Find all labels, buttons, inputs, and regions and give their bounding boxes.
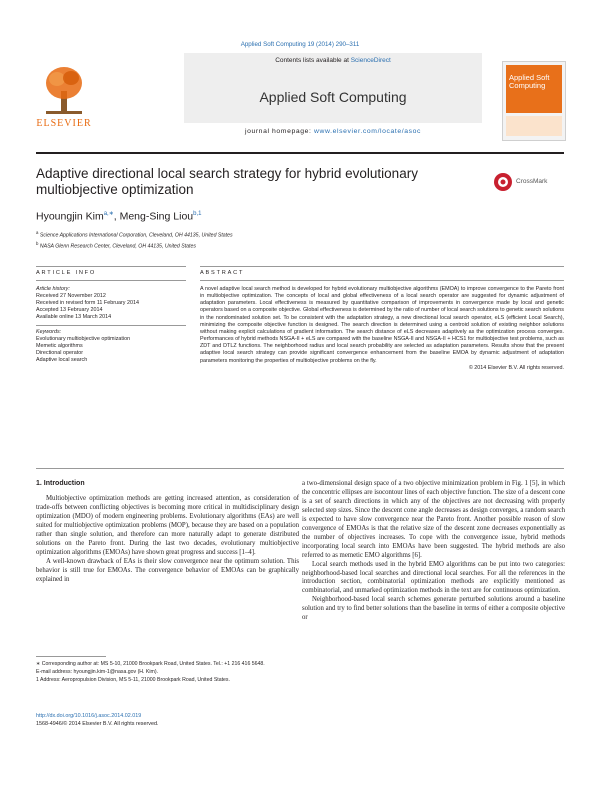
history-item: Received in revised form 11 February 2014 bbox=[36, 300, 139, 307]
article-info-heading: ARTICLE INFO bbox=[36, 270, 97, 276]
abstract-copyright: © 2014 Elsevier B.V. All rights reserved. bbox=[468, 364, 564, 371]
body-paragraph: Multiobjective optimization methods are getting increased attention, as consideration of trade-offs between conflicting objectives is becoming more critical in multidisciplinary design optimization (MDO) of modern engineering problems. Evolutionary algorithms (EAs) are well suited for multiobjective optimization problems (MOP), because they are based on a population rather than single solution, and therefore can more naturally adapt to generate distributed solutions on the Pareto front. During the last two decades, evolutionary multiobjective optimization algorithms (EMOAs) have shown great progress and success [1–4]. bbox=[36, 495, 299, 556]
journal-masthead bbox=[36, 53, 564, 139]
article-info-top-rule bbox=[36, 266, 186, 267]
homepage-label: journal homepage: bbox=[244, 128, 314, 135]
author-name: Hyoungjin Kim bbox=[36, 210, 104, 223]
elsevier-tree-icon bbox=[44, 65, 84, 115]
history-item: Received 27 November 2012 bbox=[36, 293, 106, 300]
body-paragraph: A well-known drawback of EAs is their slow convergence near the optimum solution. This behavior is still true for EMOAs. The convergence behavior of EMOAs can be graphically explained in bbox=[36, 557, 299, 583]
affiliation-item bbox=[36, 240, 233, 251]
keywords-label: Keywords: bbox=[36, 329, 62, 336]
author-marks[interactable]: b,1 bbox=[193, 211, 202, 217]
doi-link[interactable]: http://dx.doi.org/10.1016/j.asoc.2014.02.019 bbox=[36, 713, 142, 719]
contents-line bbox=[184, 57, 482, 64]
crossmark-badge[interactable] bbox=[493, 172, 563, 192]
elsevier-logo bbox=[36, 65, 92, 131]
keyword-item: Directional operator bbox=[36, 350, 84, 357]
crossmark-icon bbox=[493, 172, 513, 192]
doi-block bbox=[36, 712, 158, 728]
contents-prefix: Contents lists available at bbox=[275, 57, 351, 64]
sciencedirect-link[interactable]: ScienceDirect bbox=[350, 57, 391, 64]
cover-title: Applied Soft Computing bbox=[509, 73, 550, 90]
body-column-right bbox=[302, 480, 565, 623]
journal-banner bbox=[184, 53, 482, 123]
elsevier-wordmark: ELSEVIER bbox=[36, 118, 92, 129]
body-paragraph: a two-dimensional design space of a two objective minimization problem in Fig. 1 [5], in which the concentric ellipses are isocontour lines of each objective function. The size of a descent cone is a set of search directions in which any of the objectives are not decreasing with properly selected step sizes. Since the descent cone angle decreases as design converges, a random search is expected to have slow convergence near the Pareto front. Another possible reason of slow convergence of EMOAs is that the relative size of the descent zone decreases exponentially as the number of objectives increases. To cope with the convergence issue, hybrid methods incorporating local search into EMOAs have been suggested. The hybrid methods are also referred to as memetic EMO algorithms [6]. bbox=[302, 480, 565, 559]
crossmark-label: CrossMark bbox=[516, 178, 548, 185]
author-separator: , bbox=[113, 210, 120, 223]
abstract-body bbox=[200, 286, 564, 372]
keywords-divider bbox=[36, 325, 186, 326]
history-item: Accepted 13 February 2014 bbox=[36, 307, 103, 314]
journal-reference[interactable]: Applied Soft Computing 19 (2014) 290–311 bbox=[240, 41, 360, 48]
article-info bbox=[36, 286, 186, 365]
abstract-heading: ABSTRACT bbox=[200, 270, 245, 276]
section-heading: 1. Introduction bbox=[36, 480, 85, 487]
abstract-top-rule bbox=[200, 266, 564, 267]
affiliations bbox=[36, 229, 233, 250]
footnote-item: E-mail address: hyoungjin.kim-1@nasa.gov (H. Kim). bbox=[36, 669, 159, 675]
keyword-item: Memetic algorithms bbox=[36, 343, 83, 350]
footnote-item: ∗ Corresponding author at: MS 5-10, 21000 Brookpark Road, United States. Tel.: +1 216 416 5648. bbox=[36, 661, 265, 667]
journal-homepage-line bbox=[184, 128, 482, 135]
affiliation-text: Science Applications International Corporation, Cleveland, OH 44135, United States bbox=[39, 232, 233, 239]
footnote-rule bbox=[36, 656, 106, 657]
author-list bbox=[36, 210, 201, 223]
history-item: Available online 13 March 2014 bbox=[36, 314, 112, 321]
affiliation-mark: b bbox=[36, 240, 39, 246]
affiliation-text: NASA Glenn Research Center, Cleveland, OH 44135, United States bbox=[39, 243, 196, 250]
body-paragraph: Neighborhood-based local search schemes generate perturbed solutions around a baseline solution and try to find better solutions than the baseline in terms of either a composite objective or bbox=[302, 596, 565, 622]
masthead-divider bbox=[36, 152, 564, 154]
homepage-link[interactable]: www.elsevier.com/locate/asoc bbox=[313, 128, 422, 135]
journal-title: Applied Soft Computing bbox=[259, 89, 407, 105]
author-marks[interactable]: a,∗ bbox=[103, 211, 114, 217]
abstract-mid-rule bbox=[200, 280, 564, 281]
author-name: Meng-Sing Liou bbox=[119, 210, 194, 223]
keyword-item: Adaptive local search bbox=[36, 357, 88, 364]
keyword-item: Evolutionary multiobjective optimization bbox=[36, 336, 131, 343]
footnote-item: 1 Address: Aeropropulsion Division, MS 5-11, 21000 Brookpark Road, United States. bbox=[36, 677, 230, 683]
journal-cover[interactable] bbox=[502, 61, 566, 141]
affiliation-mark: a bbox=[36, 230, 39, 235]
article-info-mid-rule bbox=[36, 280, 186, 281]
paper-title: Adaptive directional local search strategy for hybrid evolutionary multiobjective optimization bbox=[36, 166, 418, 197]
body-column-left bbox=[36, 495, 299, 585]
body-paragraph: Local search methods used in the hybrid EMO algorithms can be put into two categories: neighborhood-based local searches and directional local searches. For all the references in the introduction section, combinatorial optimization methods are explicitly mentioned as combinatorial, and unmarked optimization methods in the text are for continuous optimization. bbox=[302, 560, 565, 595]
affiliation-item bbox=[36, 229, 233, 240]
abstract-bottom-rule bbox=[36, 468, 564, 469]
footnotes bbox=[36, 660, 299, 684]
issn-line: 1568-4946/© 2014 Elsevier B.V. All rights reserved. bbox=[36, 721, 159, 727]
abstract-text: A novel adaptive local search method is developed for hybrid evolutionary multiobjective algorithms (EMOA) to improve convergence to the Pareto front in multiobjective optimization. The concepts of local and global effectiveness of a local search operator are suggested for dynamic adjustment of adaptation parameters. Local effectiveness is measured by quantitative comparison of improvements in convergence made by local and genetic operators based on a composite objective. Global effectiveness is determined by the ratio of number of local search solutions to genetic search solutions in the nondominated solution set. To be consistent with the adaptation strategy, a new directional local search operator, eLS (efficient Local Search), minimizing the composite objective function is designed. The search direction is determined using a centroid solution of existing neighbor solutions without making explicit calculations of gradient information. The search distance of eLS decreases adaptively as the optimization process converges. Performances of hybrid methods NSGA-II + eLS are compared with the baseline NSGA-II and NSGA-II + HCS1 for multiobjective test problems, such as ZDT and DTLZ functions. The neighborhood radius and local search probability are selected as adaptation parameters. Results show that the present adaptive local search strategy can provide significant convergence enhancement from the baseline EMOA by dynamic adjustment of adaptation parameters monitoring the properties of multiobjective problems on the fly. bbox=[200, 286, 564, 364]
history-label: Article history: bbox=[36, 286, 70, 292]
